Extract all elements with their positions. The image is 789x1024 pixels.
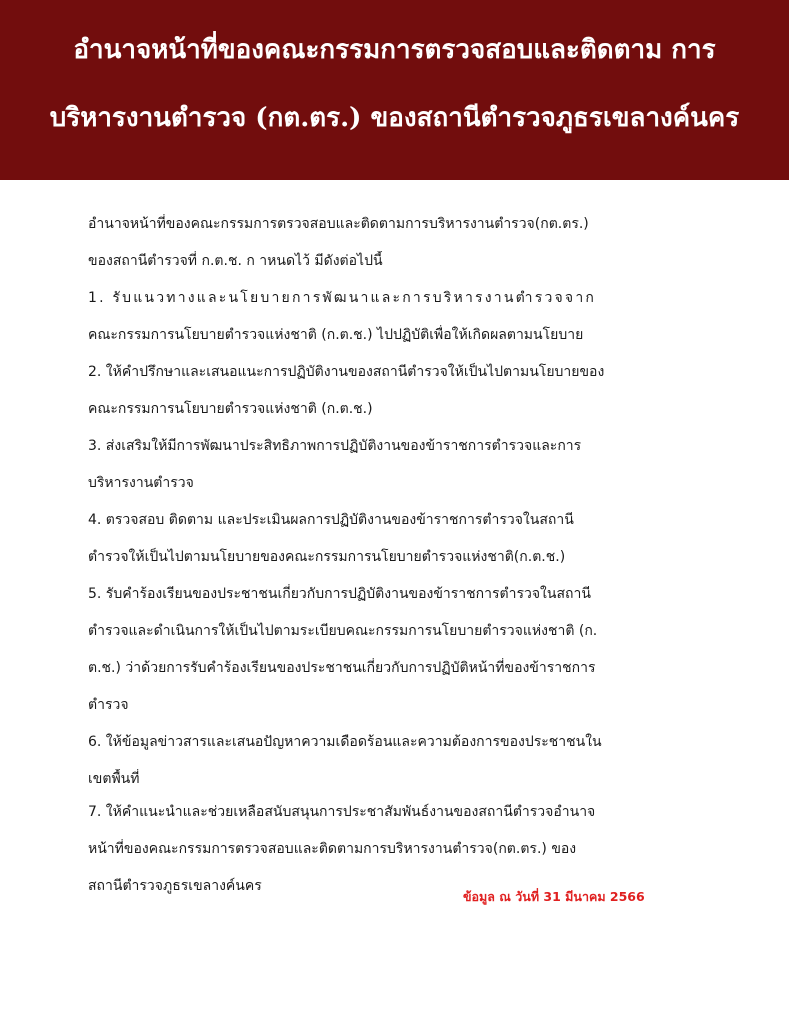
duty-line: บริหารงานตำรวจ [88,475,194,491]
duty-item-2 [88,362,703,419]
duty-line: คณะกรรมการนโยบายตำรวจแห่งชาติ (ก.ต.ช.) [88,401,373,417]
duty-item-6 [88,732,703,789]
duty-line: สถานีตำรวจภูธรเขลางค์นคร [88,878,262,894]
duty-line: คณะกรรมการนโยบายตำรวจแห่งชาติ (ก.ต.ช.) ไปปฏิบัติเพื่อให้เกิดผลตามนโยบาย [88,327,584,343]
duty-line: หน้าที่ของคณะกรรมการตรวจสอบและติดตามการบริหารงานตำรวจ(กต.ตร.) ของ [88,841,577,857]
duty-line: 5. รับคำร้องเรียนของประชาชนเกี่ยวกับการปฏิบัติงานของข้าราชการตำรวจในสถานี [88,586,591,602]
title-banner [0,0,789,180]
data-date-note: ข้อมูล ณ วันที่ 31 มีนาคม 2566 [463,889,645,904]
intro-paragraph [88,214,703,271]
page-title-line-2: บริหารงานตำรวจ (กต.ตร.) ของสถานีตำรวจภูธรเขลางค์นคร [49,103,740,133]
document-body [88,214,703,896]
intro-line: ของสถานีตำรวจที่ ก.ต.ช. ก าหนดไว้ มีดังต่อไปนี้ [88,253,383,269]
duty-line: ตำรวจ [88,697,129,713]
duty-line: ตำรวจให้เป็นไปตามนโยบายของคณะกรรมการนโยบายตำรวจแห่งชาติ(ก.ต.ช.) [88,549,566,565]
duty-line: ตำรวจและดำเนินการให้เป็นไปตามระเบียบคณะกรรมการนโยบายตำรวจแห่งชาติ (ก. [88,623,598,639]
duty-line: 6. ให้ข้อมูลข่าวสารและเสนอปัญหาความเดือดร้อนและความต้องการของประชาชนใน [88,734,602,750]
page-title-line-1: อำนาจหน้าที่ของคณะกรรมการตรวจสอบและติดตาม การ [73,35,716,65]
duty-line: 2. ให้คำปรึกษาและเสนอแนะการปฏิบัติงานของสถานีตำรวจให้เป็นไปตามนโยบายของ [88,364,605,380]
duty-line: 1. รับแนวทางและนโยบายการพัฒนาและการบริหารงานตำรวจจาก [88,290,597,306]
intro-line: อำนาจหน้าที่ของคณะกรรมการตรวจสอบและติดตามการบริหารงานตำรวจ(กต.ตร.) [88,216,589,232]
duty-item-5 [88,584,703,715]
duty-item-4 [88,510,703,567]
duty-line: 7. ให้คำแนะนำและช่วยเหลือสนับสนุนการประชาสัมพันธ์งานของสถานีตำรวจอำนาจ [88,804,596,820]
duty-line: 3. ส่งเสริมให้มีการพัฒนาประสิทธิภาพการปฏิบัติงานของข้าราชการตำรวจและการ [88,438,582,454]
duty-item-7 [88,802,703,896]
duty-item-3 [88,436,703,493]
duty-line: 4. ตรวจสอบ ติดตาม และประเมินผลการปฏิบัติงานของข้าราชการตำรวจในสถานี [88,512,574,528]
duty-line: เขตพื้นที่ [88,771,140,787]
duty-item-1 [88,288,703,345]
duty-line: ต.ช.) ว่าด้วยการรับคำร้องเรียนของประชาชนเกี่ยวกับการปฏิบัติหน้าที่ของข้าราชการ [88,660,596,676]
